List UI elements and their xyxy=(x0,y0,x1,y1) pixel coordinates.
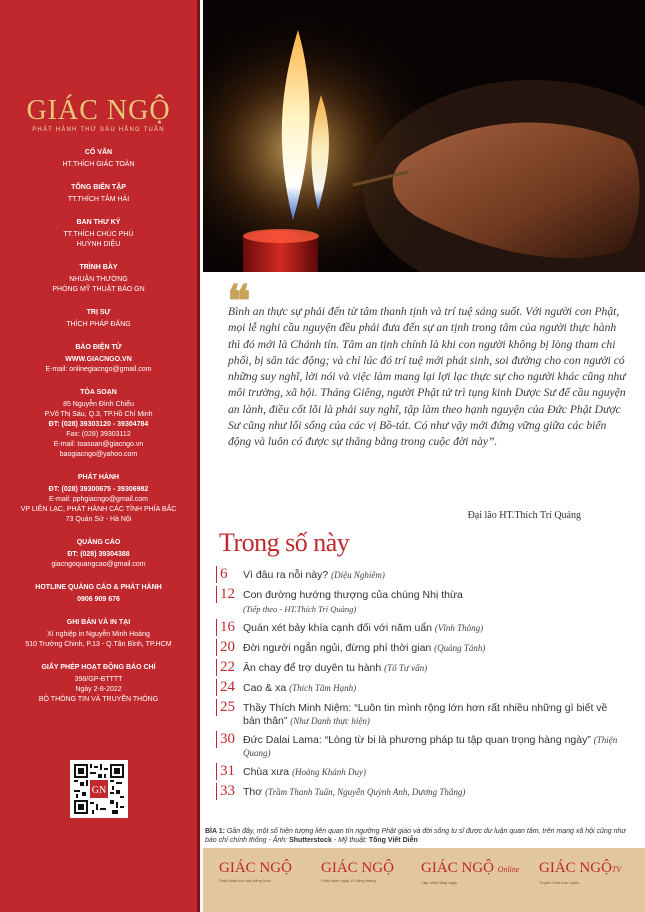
contents-item-author: (Thiện Quang) xyxy=(243,735,618,758)
masthead-heading: CỐ VẤN xyxy=(84,149,113,156)
masthead-heading: PHÁT HÀNH xyxy=(77,474,120,481)
masthead-heading: HOTLINE QUẢNG CÁO & PHÁT HÀNH xyxy=(35,584,162,591)
masthead-heading: QUẢNG CÁO xyxy=(76,539,121,546)
masthead-line[interactable]: WWW.GIACNGO.VN xyxy=(65,356,132,363)
contents-page-number: 31 xyxy=(216,763,243,780)
footer-logo-suffix: Online xyxy=(497,865,520,874)
contents-item-author: (Diệu Nghiêm) xyxy=(331,570,385,580)
quote-text: Bình an thực sự phải đến từ tâm thanh tịnh và trí tuệ sáng suốt. Với người con Phật, mọi lễ nghi cầu nguyện đều phải đưa đến sự an tịnh trong tâm của người thực hành thì đó mới là Chánh tín. Tâm an tịnh chính là khi con người không bị lòng tham chi phối, bị sân tác động; và chỉ lúc đó trí tuệ mới phát sinh, soi đường cho con người có những suy nghĩ, lời nói và việc làm mang lại lợi lạc thực sự cho người khác cũng như môi trường, xã hội. Tháng Giêng, người Phật tử trì tụng kinh Dược Sư để cầu nguyện an lành, điều cốt lõi là phải suy nghĩ, tập làm theo hạnh nguyện của Đức Phật Dược Sư cũng như lối sống của các vị Bồ-tát. Có như vậy mới đứng vững giữa các biến động và luôn có được sự thăng bằng trong cuộc đời này”. xyxy=(228,305,626,449)
masthead-line: TT.THÍCH TÂM HẢI xyxy=(67,196,130,203)
contents-entry xyxy=(243,566,385,582)
contents-entry xyxy=(243,679,356,695)
contents-entry xyxy=(243,699,626,728)
contents-item-author: (Thích Tâm Hạnh) xyxy=(289,683,357,693)
masthead-heading: TRÌNH BÀY xyxy=(79,264,118,271)
cover-photo-candle xyxy=(203,0,645,272)
footer-logo-word: GIÁC NGỘ xyxy=(539,860,612,876)
masthead-line: 398/GP-BTTTT xyxy=(74,676,123,683)
footer-logo-tag: Cập nhật hằng ngày xyxy=(421,880,458,885)
contents-item[interactable] xyxy=(216,783,626,800)
masthead-line: HUỲNH DIỆU xyxy=(76,241,121,248)
masthead-section xyxy=(0,263,197,295)
masthead-heading: GHI BẢN VÀ IN TẠI xyxy=(66,619,131,626)
contents-entry xyxy=(243,619,483,635)
contents-title: Trong số này xyxy=(219,528,350,557)
contents-item-author: (Quảng Tánh) xyxy=(434,643,486,653)
caption-label: BÌA 1: xyxy=(205,828,225,835)
contents-page-number: 24 xyxy=(216,679,243,696)
contents-entry xyxy=(243,783,465,799)
masthead-section xyxy=(0,308,197,330)
masthead-section xyxy=(0,183,197,205)
masthead-sidebar xyxy=(0,0,200,912)
masthead-credits xyxy=(0,148,197,718)
masthead-line: 73 Quán Sứ - Hà Nội xyxy=(65,516,132,523)
contents-item-title: Thơ xyxy=(243,786,263,798)
contents-page-number: 16 xyxy=(216,619,243,636)
contents-item-title: Con đường hướng thượng của chúng Nhị thừa xyxy=(243,589,463,601)
masthead-line[interactable]: baogiacngo@yahoo.com xyxy=(59,451,138,458)
caption-photo-credit: Shutterstock xyxy=(289,837,332,844)
contents-page-number: 30 xyxy=(216,731,243,748)
masthead-line: HT.THÍCH GIÁC TOÀN xyxy=(62,161,135,168)
quote-author: Đại lão HT.Thích Trí Quảng xyxy=(467,510,581,521)
publication-footer xyxy=(203,848,645,912)
contents-item-title: Thầy Thích Minh Niệm: “Luôn tin mình rộng lớn hơn rất nhiều những gì biết về bản thân” xyxy=(243,702,608,727)
contents-list xyxy=(216,566,626,803)
contents-item[interactable] xyxy=(216,763,626,780)
contents-entry xyxy=(243,659,427,675)
contents-item-title: Đời người ngắn ngủi, đừng phí thời gian xyxy=(243,642,432,654)
contents-page-number: 22 xyxy=(216,659,243,676)
cover-caption xyxy=(205,827,635,845)
logo-wordmark: GIÁC NGỘ xyxy=(26,95,171,126)
masthead-line: 0906 909 676 xyxy=(77,596,120,603)
masthead-line: NHUẬN THƯỜNG xyxy=(69,276,128,283)
giac-ngo-logo xyxy=(0,96,197,133)
candle-flame-illustration xyxy=(203,0,645,272)
masthead-line: Fax: (028) 39303112 xyxy=(66,431,131,438)
footer-logo-word: GIÁC NGỘ xyxy=(421,860,494,876)
footer-logo-online[interactable] xyxy=(421,860,519,885)
qr-code[interactable] xyxy=(70,760,128,818)
contents-item-title: Chùa xưa xyxy=(243,766,290,778)
masthead-line: ĐT: (028) 39303120 - 39304784 xyxy=(48,421,149,428)
masthead-heading: TÒA SOẠN xyxy=(80,389,117,396)
quote-mark-icon: ❝ xyxy=(227,277,251,326)
contents-item-title: Ăn chay để trợ duyên tu hành xyxy=(243,662,382,674)
contents-entry xyxy=(243,639,485,655)
masthead-section xyxy=(0,343,197,375)
qr-center-label: GN xyxy=(91,785,107,797)
contents-item-author: (Hoàng Khánh Duy) xyxy=(292,767,367,777)
contents-item-author: (Như Danh thực hiện) xyxy=(290,716,370,726)
masthead-line: Ngày 2-8-2022 xyxy=(75,686,122,693)
contents-item[interactable] xyxy=(216,679,626,696)
footer-logo-weekly[interactable] xyxy=(219,860,292,883)
contents-item[interactable] xyxy=(216,566,626,583)
masthead-section xyxy=(0,388,197,460)
footer-logo-tag: Phát hành thứ sáu hằng tuần xyxy=(219,878,271,883)
contents-item-title: Quán xét bảy khía cạnh đối với năm uẩn xyxy=(243,622,432,634)
contents-item-author: (Trầm Thanh Tuấn, Nguyễn Quỳnh Anh, Dương Thắng) xyxy=(265,787,466,797)
footer-logo-tag: Truyền hình trực tuyến xyxy=(539,880,580,885)
contents-item[interactable] xyxy=(216,699,626,728)
footer-logo-word: GIÁC NGỘ xyxy=(321,860,394,876)
contents-item-title: Vì đâu ra nỗi này? xyxy=(243,569,329,581)
qr-code-icon xyxy=(74,764,124,814)
masthead-line: THÍCH PHÁP ĐĂNG xyxy=(66,321,131,328)
contents-page-number: 6 xyxy=(216,566,243,583)
contents-item-author: (Tố Tư vấn) xyxy=(384,663,428,673)
contents-item[interactable] xyxy=(216,659,626,676)
masthead-heading: BÁO ĐIỆN TỬ xyxy=(75,344,122,351)
contents-page-number: 25 xyxy=(216,699,243,716)
masthead-line: 510 Trường Chinh, P.13 - Q.Tân Bình, TP.HCM xyxy=(25,641,172,648)
footer-logo-suffix: TV xyxy=(611,865,622,874)
masthead-heading: TỔNG BIÊN TẬP xyxy=(71,184,126,191)
masthead-line: ĐT: (028) 39304388 xyxy=(67,551,130,558)
masthead-section xyxy=(0,218,197,250)
contents-page-number: 12 xyxy=(216,586,243,603)
caption-text: Gần đây, một số hiện tượng liên quan tín ngưỡng Phật giáo và đời sống tu sĩ được dư luận quan tâm, trên mạng xã hội cũng như báo chí chính thống - Ảnh: xyxy=(205,828,626,844)
contents-entry xyxy=(243,586,463,616)
masthead-line[interactable]: giacngoquangcao@gmail.com xyxy=(51,561,146,568)
caption-art-label: - Mỹ thuật: xyxy=(333,837,367,844)
masthead-section xyxy=(0,663,197,705)
footer-logo-tv[interactable] xyxy=(539,860,621,885)
masthead-line: VP LIÊN LẠC, PHÁT HÀNH CÁC TỈNH PHÍA BẮC xyxy=(20,506,177,513)
contents-item[interactable] xyxy=(216,586,626,616)
masthead-line: 85 Nguyễn Đình Chiểu xyxy=(63,401,134,408)
caption-art-credit: Tống Viết Diễn xyxy=(368,837,418,844)
contents-item-subtitle: (Tiếp theo - HT.Thích Trí Quảng) xyxy=(243,604,357,614)
masthead-section xyxy=(0,538,197,570)
masthead-heading: TRỊ SỰ xyxy=(86,309,111,316)
masthead-line[interactable]: E-mail: toasoan@giacngo.vn xyxy=(53,441,144,448)
masthead-line: PHÒNG MỸ THUẬT BÁO GN xyxy=(52,286,145,293)
contents-item-title: Đức Dalai Lama: “Lòng từ bi là phương pháp tu tập quan trọng hàng ngày” xyxy=(243,734,591,746)
contents-item[interactable] xyxy=(216,731,626,760)
masthead-line: Xí nghiệp in Nguyễn Minh Hoàng xyxy=(47,631,150,638)
masthead-heading: GIẤY PHÉP HOẠT ĐỘNG BÁO CHÍ xyxy=(41,664,156,671)
contents-item[interactable] xyxy=(216,619,626,636)
masthead-line: BỘ THÔNG TIN VÀ TRUYỀN THÔNG xyxy=(38,696,159,703)
logo-tagline: PHÁT HÀNH THỨ SÁU HẰNG TUẦN xyxy=(32,127,165,133)
contents-item[interactable] xyxy=(216,639,626,656)
masthead-line: ĐT: (028) 39300675 - 39306982 xyxy=(48,486,149,493)
footer-logo-word: GIÁC NGỘ xyxy=(219,860,292,876)
masthead-line: TT.THÍCH CHÚC PHÚ xyxy=(63,231,134,238)
masthead-heading: BAN THƯ KÝ xyxy=(76,219,121,226)
masthead-section xyxy=(0,583,197,605)
masthead-section xyxy=(0,618,197,650)
contents-entry xyxy=(243,731,626,760)
contents-entry xyxy=(243,763,366,779)
footer-logo-monthly[interactable] xyxy=(321,860,394,883)
footer-logo-tag: Phát hành ngày 15 hằng tháng xyxy=(321,878,376,883)
masthead-line[interactable]: E-mail: onlinegiacngo@gmail.com xyxy=(45,366,152,373)
masthead-section xyxy=(0,473,197,525)
contents-page-number: 33 xyxy=(216,783,243,800)
masthead-line[interactable]: E-mail: pphgiacngo@gmail.com xyxy=(49,496,148,503)
masthead-section xyxy=(0,148,197,170)
contents-item-author: (Vĩnh Thông) xyxy=(434,623,484,633)
contents-item-title: Cao & xa xyxy=(243,682,287,694)
masthead-line: P.Võ Thị Sáu, Q.3, TP.Hồ Chí Minh xyxy=(44,411,153,418)
contents-page-number: 20 xyxy=(216,639,243,656)
